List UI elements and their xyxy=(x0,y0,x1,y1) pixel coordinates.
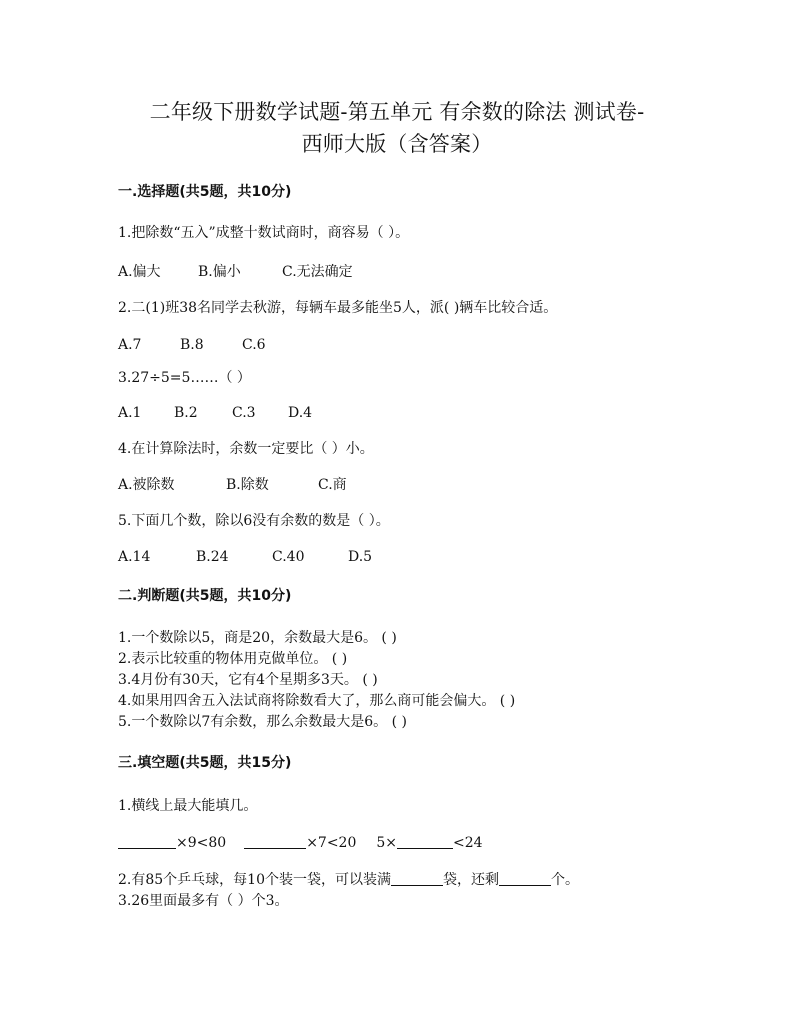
expr-2: ×7<20 xyxy=(306,835,357,851)
answer-blank[interactable] xyxy=(397,834,453,849)
choice-q1-options xyxy=(118,263,353,281)
option-b: B.除数 xyxy=(226,477,269,493)
choice-q4-stem: 4.在计算除法时，余数一定要比（ ）小。 xyxy=(118,441,374,457)
choice-q2-options xyxy=(118,336,266,354)
option-b: B.2 xyxy=(174,405,198,421)
page-title-line1: 二年级下册数学试题-第五单元 有余数的除法 测试卷- xyxy=(149,100,645,124)
choice-q4-options xyxy=(118,476,347,494)
option-c: C.6 xyxy=(242,337,266,353)
option-a: A.14 xyxy=(118,549,151,565)
judge-q3: 3.4月份有30天，它有4个星期多3天。 ( ) xyxy=(118,672,378,688)
choice-q2-stem: 2.二(1)班38名同学去秋游，每辆车最多能坐5人，派( )辆车比较合适。 xyxy=(118,300,558,316)
choice-q1-stem: 1.把除数“五入”成整十数试商时，商容易（ ）。 xyxy=(118,225,410,241)
answer-blank[interactable] xyxy=(118,834,176,849)
fill-q2-part3: 个。 xyxy=(551,872,579,888)
section-judge-header: 二.判断题(共5题，共10分) xyxy=(118,588,292,604)
option-a: A.1 xyxy=(118,405,142,421)
section-fill-header: 三.填空题(共5题，共15分) xyxy=(118,755,292,771)
section-choice-header: 一.选择题(共5题，共10分) xyxy=(118,184,292,200)
fill-q2 xyxy=(118,871,579,889)
option-d: D.5 xyxy=(348,549,373,565)
option-a: A.被除数 xyxy=(118,477,175,493)
option-b: B.8 xyxy=(180,337,204,353)
answer-blank[interactable] xyxy=(391,871,443,886)
page-title-line2: 西师大版（含答案） xyxy=(301,132,493,156)
judge-q2: 2.表示比较重的物体用克做单位。 ( ) xyxy=(118,651,348,667)
option-b: B.24 xyxy=(196,549,229,565)
option-d: D.4 xyxy=(288,405,313,421)
option-c: C.40 xyxy=(272,549,305,565)
choice-q5-stem: 5.下面几个数，除以6没有余数的数是（ ）。 xyxy=(118,513,390,529)
option-c: C.无法确定 xyxy=(282,264,353,280)
fill-q2-part1: 2.有85个乒乓球，每10个装一袋，可以装满 xyxy=(118,872,391,888)
answer-blank[interactable] xyxy=(499,871,551,886)
judge-q1: 1.一个数除以5，商是20，余数最大是6。 ( ) xyxy=(118,630,397,646)
expr-3-suffix: <24 xyxy=(453,835,483,851)
fill-q1-expressions xyxy=(118,834,483,852)
option-b: B.偏小 xyxy=(198,264,241,280)
choice-q5-options xyxy=(118,548,372,566)
expr-3-prefix: 5× xyxy=(376,835,398,851)
fill-q3: 3.26里面最多有（ ）个3。 xyxy=(118,893,289,909)
judge-q4: 4.如果用四舍五入法试商将除数看大了，那么商可能会偏大。 ( ) xyxy=(118,693,516,709)
judge-q5: 5.一个数除以7有余数，那么余数最大是6。 ( ) xyxy=(118,714,407,730)
option-a: A.偏大 xyxy=(118,264,161,280)
option-c: C.商 xyxy=(318,477,347,493)
fill-q2-part2: 袋，还剩 xyxy=(443,872,499,888)
expr-1: ×9<80 xyxy=(176,835,227,851)
choice-q3-stem: 3.27÷5=5……（ ） xyxy=(118,370,251,386)
option-a: A.7 xyxy=(118,337,142,353)
answer-blank[interactable] xyxy=(244,834,306,849)
choice-q3-options xyxy=(118,404,312,422)
fill-q1-stem: 1.横线上最大能填几。 xyxy=(118,798,258,814)
option-c: C.3 xyxy=(232,405,256,421)
